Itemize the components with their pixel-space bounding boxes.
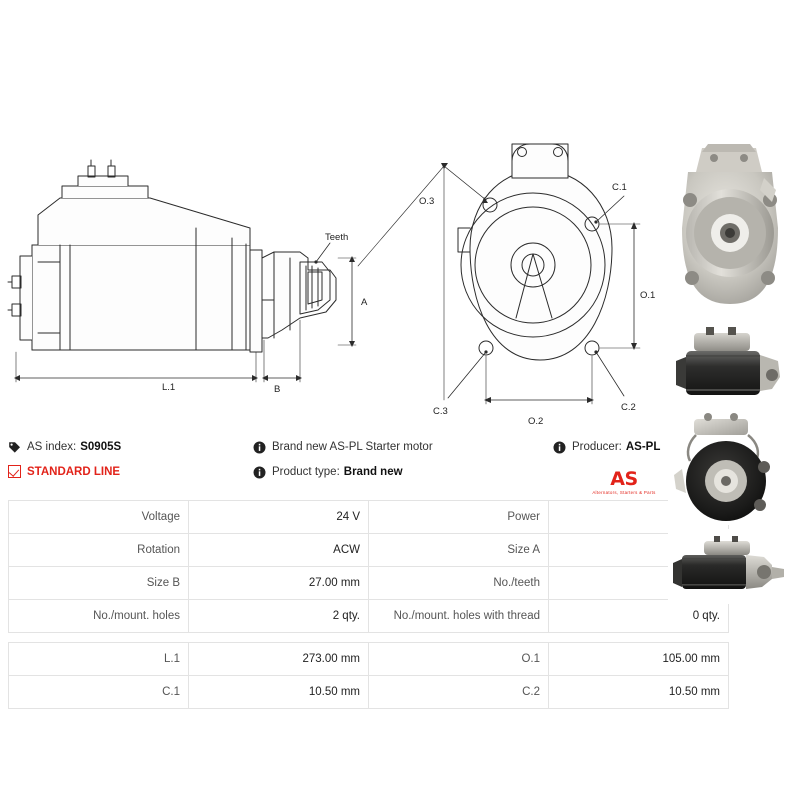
label-o2: O.2 (528, 416, 544, 427)
label-c2: C.2 (621, 402, 636, 413)
label-o3: O.3 (419, 196, 435, 207)
spec-key: O.1 (369, 643, 549, 676)
spec-value: 10.50 mm (189, 676, 369, 709)
info-icon-producer (553, 441, 566, 454)
spec-value: 10.50 mm (549, 676, 729, 709)
spec-key: Size B (9, 567, 189, 600)
table-row (9, 501, 729, 534)
product-type-cell (253, 465, 553, 478)
spec-key: L.1 (9, 643, 189, 676)
spec-value: 24 V (189, 501, 369, 534)
label-teeth: Teeth (325, 232, 349, 243)
spec-value: 2 qty. (189, 600, 369, 633)
spec-key: No./mount. holes with thread (369, 600, 549, 633)
description-text: Brand new AS-PL Starter motor (272, 440, 433, 453)
as-index-cell (8, 440, 253, 453)
spec-key: Voltage (9, 501, 189, 534)
spec-value: ACW (189, 534, 369, 567)
standard-line-badge (8, 465, 120, 478)
check-icon (8, 465, 21, 478)
spec-value: 105.00 mm (549, 643, 729, 676)
spec-value: 27.00 mm (189, 567, 369, 600)
label-l1: L.1 (162, 382, 176, 393)
info-icon (253, 441, 266, 454)
spec-value: 273.00 mm (189, 643, 369, 676)
spec-key: No./teeth (369, 567, 549, 600)
spec-value: 0 qty. (549, 600, 729, 633)
label-a: A (361, 297, 368, 308)
spec-key: Size A (369, 534, 549, 567)
spec-key: Rotation (9, 534, 189, 567)
spacer-cell (9, 633, 729, 643)
tag-icon (8, 441, 21, 454)
specification-table (8, 500, 729, 709)
logo-tagline: Alternators, Starters & Parts (592, 490, 656, 495)
table-row (9, 567, 729, 600)
producer-cell (553, 440, 668, 453)
side-view-drawing (8, 160, 356, 382)
spec-key: C.2 (369, 676, 549, 709)
front-view-drawing (358, 144, 640, 404)
producer-value: AS-PL (625, 440, 661, 453)
as-index-label: AS index: (27, 440, 77, 453)
product-photo-gallery (668, 138, 792, 608)
standard-line-label: STANDARD LINE (27, 465, 121, 478)
product-photo-flange[interactable] (668, 138, 792, 315)
description-cell (253, 440, 553, 453)
standard-line-cell (8, 465, 253, 478)
table-row (9, 534, 729, 567)
label-b: B (274, 384, 281, 395)
product-type-label: Product type: (272, 465, 340, 478)
table-row (9, 600, 729, 633)
as-index-value: S0905S (80, 440, 122, 453)
info-row-1 (8, 440, 668, 465)
label-c3: C.3 (433, 406, 448, 417)
product-photo-rear[interactable] (668, 413, 792, 525)
logo-text: AS (610, 468, 638, 490)
producer-label: Producer: (572, 440, 622, 453)
spec-key: No./mount. holes (9, 600, 189, 633)
as-pl-logo (588, 470, 660, 495)
label-o1: O.1 (640, 290, 656, 301)
table-row (9, 643, 729, 676)
product-photo-side-full[interactable] (668, 529, 792, 604)
info-icon-type (253, 466, 266, 479)
spec-key: Power (369, 501, 549, 534)
info-row-2 (8, 465, 668, 490)
table-row (9, 676, 729, 709)
product-type-value: Brand new (343, 465, 403, 478)
label-c1: C.1 (612, 182, 627, 193)
table-spacer-row (9, 633, 729, 643)
product-info-strip (8, 440, 668, 495)
spec-key: C.1 (9, 676, 189, 709)
product-photo-side-dark[interactable] (668, 319, 792, 409)
